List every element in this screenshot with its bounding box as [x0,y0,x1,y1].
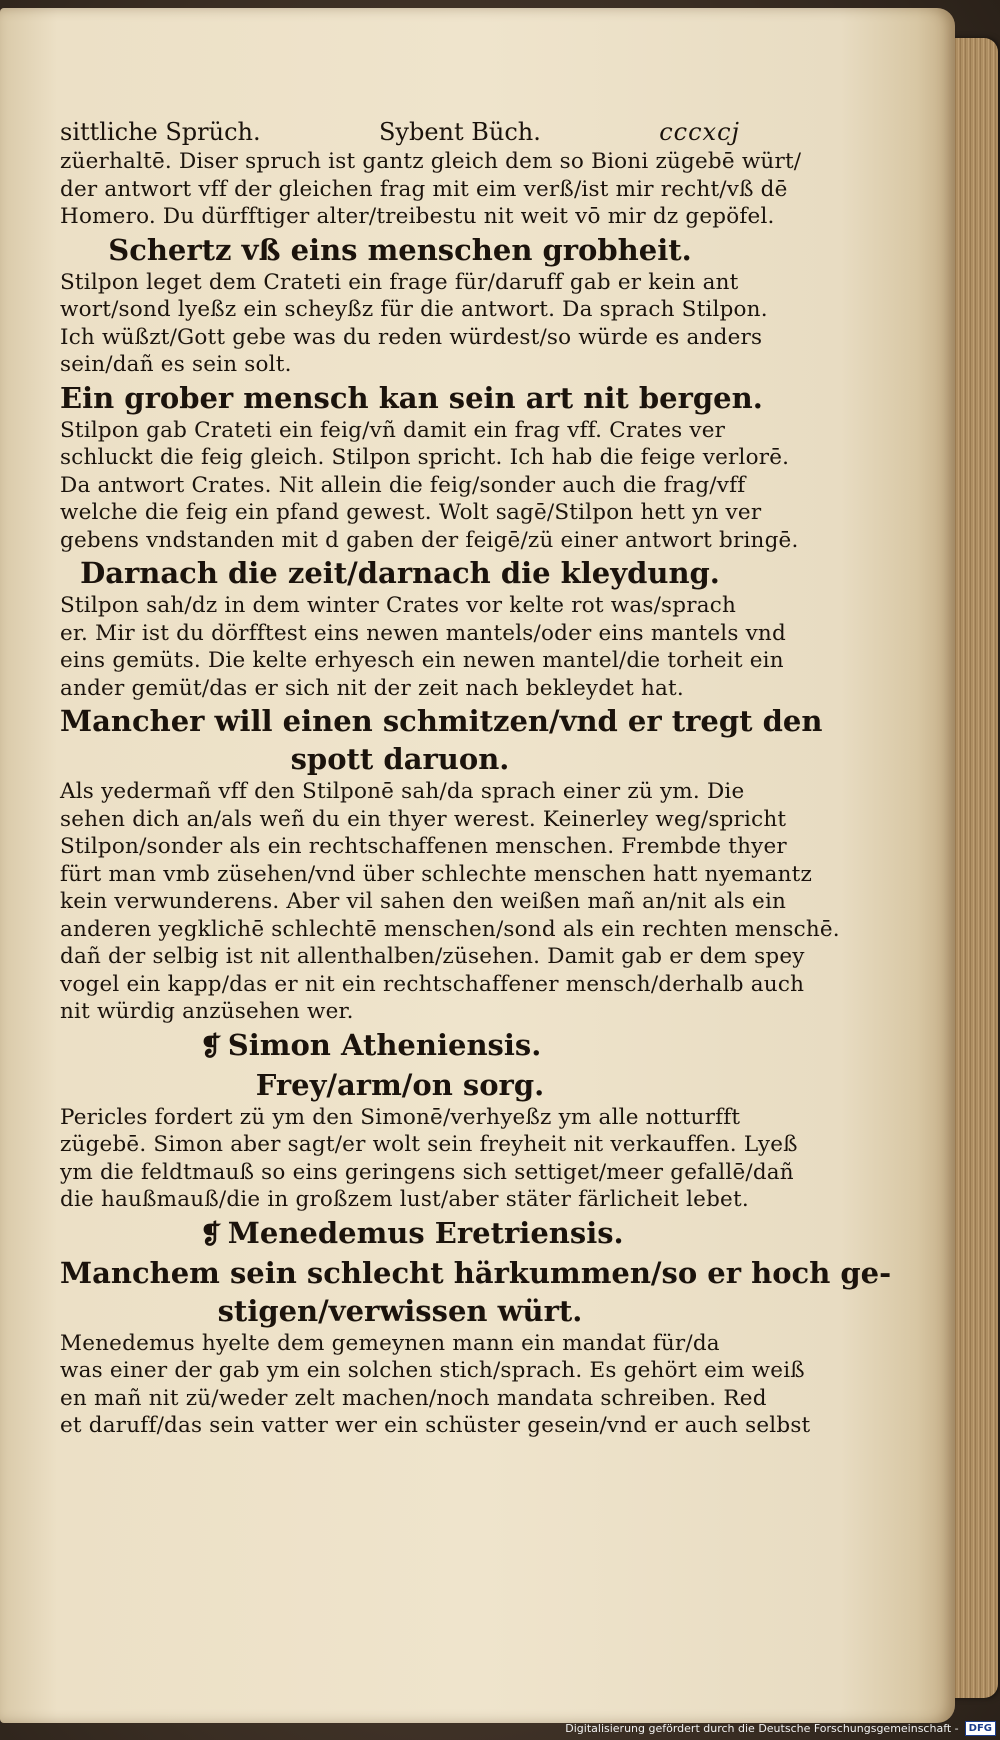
text-line: gebens vndstanden mit d gaben der feigē/zü einer antwort bringē. [60,527,799,553]
text-line: eins gemüts. Die kelte erhyesch ein newen mantel/die torheit ein [60,648,784,673]
text-line: wort/sond lyeßz ein scheyßz für die antwort. Da sprach Stilpon. [60,297,768,322]
text-line: die haußmauß/die in großzem lust/aber stäter färlicheit lebet. [60,1187,749,1212]
text-line: Stilpon sah/dz in dem winter Crates vor kelte rot was/sprach [60,593,737,618]
text-line: Ich wüßzt/Gott gebe was du reden würdest/so würde es anders [60,324,763,350]
running-head [60,118,740,146]
section-heading: stigen/verwissen würt. [217,1293,583,1328]
section-heading: Frey/arm/on sorg. [255,1067,545,1102]
section-heading: spott daruon. [290,742,510,776]
text-line: Pericles fordert zü ym den Simonē/verhyeßz ym alle notturfft [60,1104,741,1130]
text-line: züerhaltē. Diser spruch ist gantz gleich dem so Bioni zügebē würt/ [60,149,802,174]
section-heading: Ein grober mensch kan sein art nit bergen. [60,380,763,415]
text-line: was einer der gab ym ein solchen stich/sprach. Es gehört eim weiß [60,1358,805,1383]
text-line: nit würdig anzüsehen wer. [60,999,354,1024]
text-line: fürt man vmb züsehen/vnd über schlechte menschen hatt nyemantz [60,861,813,887]
text-line: schluckt die feig gleich. Stilpon spricht. Ich hab die feige verlorē. [60,445,790,470]
text-line: dañ der selbig ist nit allenthalben/züsehen. Damit gab er dem spey [60,944,805,969]
text-line: et daruff/das sein vatter wer ein schüster gesein/vnd er auch selbst [60,1413,811,1438]
dfg-logo: DFG [965,1721,996,1736]
text-line: anderen yegklichē schlechtē menschen/sond als ein rechten menschē. [60,916,840,942]
text-line: sein/dañ es sein solt. [60,352,292,377]
text-line: welche die feig ein pfand gewest. Wolt sagē/Stilpon hett yn ver [60,500,762,525]
author-heading-text: Simon Atheniensis. [227,1027,542,1062]
section-heading: Darnach die zeit/darnach die kleydung. [80,556,720,590]
text-line: Stilpon gab Crateti ein feig/vñ damit ein frag vff. Crates ver [60,417,726,443]
text-line: kein verwunderens. Aber vil sahen den weißen mañ an/nit als ein [60,889,787,914]
text-line: er. Mir ist du dörfftest eins newen mantels/oder eins mantels vnd [60,620,786,646]
text-line: ym die feldtmauß so eins geringens sich settiget/meer gefallē/dañ [60,1159,794,1185]
running-head-left: sittliche Sprüch. [60,118,261,146]
text-line: vogel ein kapp/das er nit ein rechtschaffener mensch/derhalb auch [60,971,805,997]
running-head-center: Sybent Büch. [378,118,541,146]
section-heading: Mancher will einen schmitzen/vnd er tregt den [60,704,823,738]
text-line: Menedemus hyelte dem gemeynen mann ein mandat für/da [60,1330,720,1356]
text-line: Als yedermañ vff den Stilponē sah/da sprach einer zü ym. Die [60,779,745,804]
text-body [60,148,892,1440]
author-heading-text: Menedemus Eretriensis. [227,1215,624,1250]
text-line: ander gemüt/das er sich nit der zeit nach bekleydet hat. [60,675,684,701]
pilcrow-icon: ❡ [200,1219,222,1250]
author-heading [60,1214,740,1254]
text-line: sehen dich an/als weñ du ein thyer werest. Keinerley weg/spricht [60,806,787,832]
text-line: en mañ nit zü/weder zelt machen/noch mandata schreiben. Red [60,1385,767,1411]
author-heading [60,1026,740,1066]
section-heading: Manchem sein schlecht härkummen/so er hoch ge- [60,1255,892,1290]
text-line: der antwort vff der gleichen frag mit eim verß/ist mir recht/vß dē [60,176,788,202]
text-line: Stilpon leget dem Crateti ein frage für/daruff gab er kein ant [60,269,739,295]
text-line: zügebē. Simon aber sagt/er wolt sein freyheit nit verkauffen. Lyeß [60,1132,798,1157]
pilcrow-icon: ❡ [200,1031,222,1062]
section-heading: Schertz vß eins menschen grobheit. [108,232,692,267]
text-line: Stilpon/sonder als ein rechtschaffenen menschen. Frembde thyer [60,834,787,859]
digitization-credit [565,1721,996,1736]
text-line: Da antwort Crates. Nit allein die feig/sonder auch die frag/vff [60,472,746,498]
page-text [60,118,892,1440]
folio-number: cccxcj [659,118,740,146]
text-line: Homero. Du dürfftiger alter/treibestu nit weit vō mir dz gepöfel. [60,204,775,229]
credit-text: Digitalisierung gefördert durch die Deutsche Forschungsgemeinschaft - [565,1722,959,1735]
